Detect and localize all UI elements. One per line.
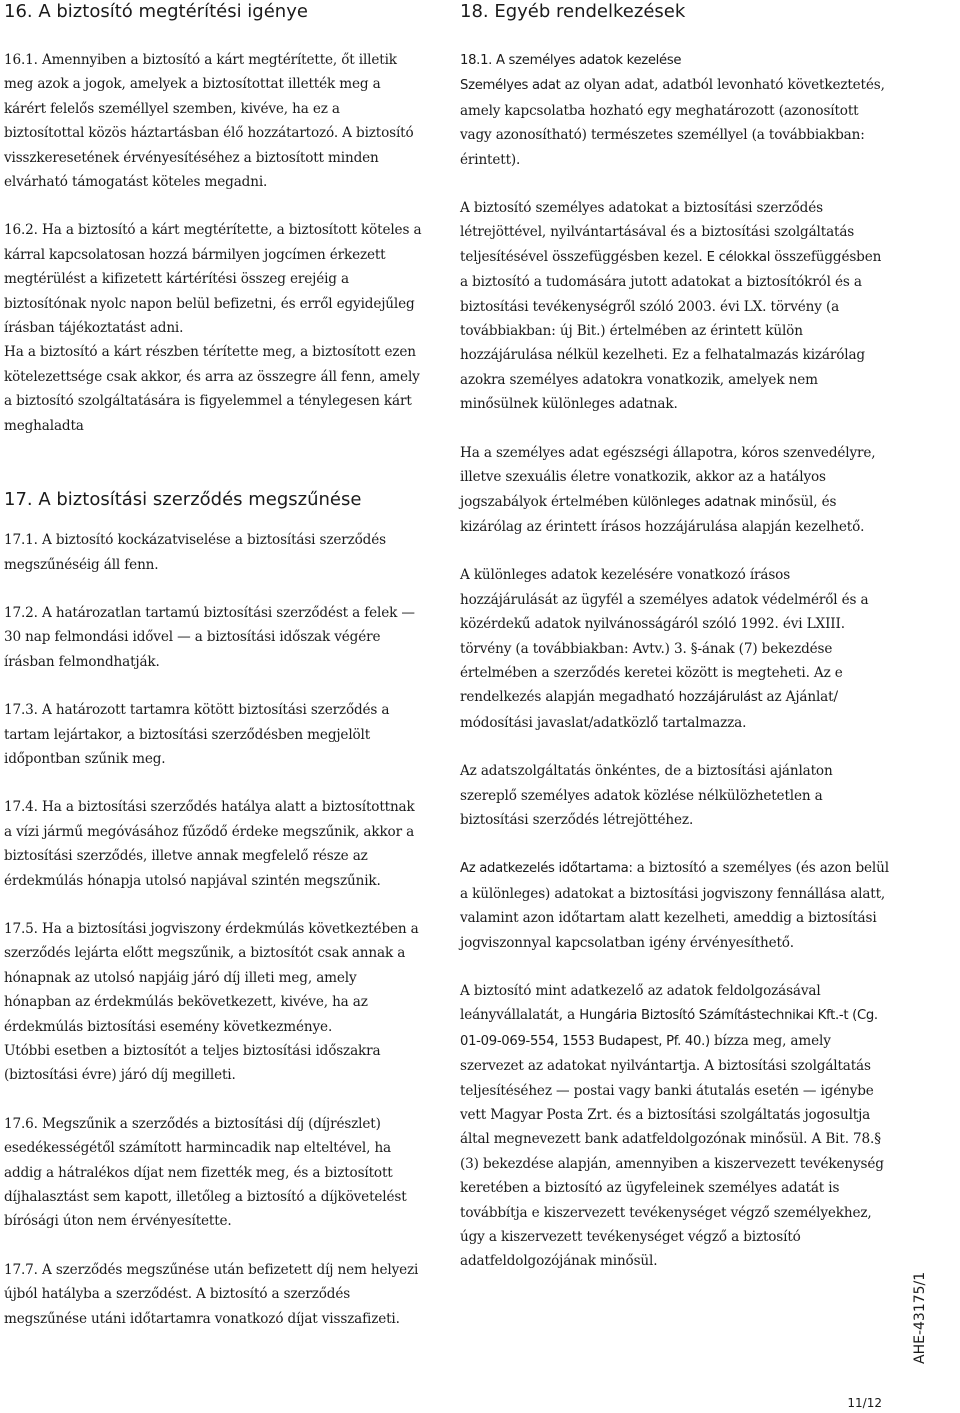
paragraph-17-1: 17.1. A biztosító kockázatviselése a biztosítási szerződés megszűnéséig áll fenn.: [4, 532, 386, 573]
section-17-heading: 17. A biztosítási szerződés megszűnése: [4, 489, 362, 511]
paragraph-consent: A különleges adatok kezelésére vonatkozó írásos hozzájárulását az ügyfél a személyes adatok védelméről és a közérdekű adatok nyilvánosságáról szóló 1992. évi LXIII. törvény (a továbbiakban: Avtv.) 3. §-ának (7) bekezdése értelmében a szerződés keretei között is megteheti. Az e rendelkezés alapján megadható hozzájárulást az Ajánlat/ módosítási javaslat/adatközlő tartalmazza.: [460, 567, 869, 731]
section-16-heading: 16. A biztosító megtérítési igénye: [4, 1, 308, 22]
paragraph-16-2-continued: Ha a biztosító a kárt részben térítette meg, a biztosított ezen kötelezettsége csak akkor, és arra az összegre áll fenn, amely a biztosító szolgáltatására is figyelemmel a ténylegesen kárt meghaladta: [4, 344, 420, 434]
term-personal-data: Személyes adat: [460, 78, 561, 94]
paragraph-voluntary: Az adatszolgáltatás önkéntes, de a biztosítási ajánlaton szereplő személyes adatok közlése nélkülözhetetlen a biztosítási szerződés létrejöttéhez.: [460, 763, 833, 828]
paragraph-retention: Az adatkezelés időtartama: a biztosító a személyes (és azon belül a különleges) adatokat a biztosítási jogviszony fennállása alatt, valamint azon időtartam alatt kezelheti, ameddig a biztosítási jogviszonnyal kapcsolatban igény érvényesíthető.: [460, 860, 889, 951]
page-number: 11/12: [847, 1396, 882, 1410]
term-processor-company: Hungária Biztosító Számítástechnikai Kft.-t (Cg. 01-09-069-554, 1553 Budapest, Pf. 40.): [460, 1008, 878, 1049]
paragraph-16-2: 16.2. Ha a biztosító a kárt megtérítette, a biztosított köteles a kárral kapcsolatosan hozzá bármilyen jogcímen érkezett megtérülést a kifizetett kártérítési összeg erejéig a biztosítónak nyolc napon belül befizetni, és erről egyidejűleg írásban tájékoztatást adni.: [4, 222, 422, 337]
paragraph-18-1-title: 18.1. A személyes adatok kezelése: [460, 53, 682, 68]
paragraph-16-1: 16.1. Amennyiben a biztosító a kárt megtérítette, őt illetik meg azok a jogok, amelyek a biztosítottat illették meg a kárért felelős személlyel szemben, kivéve, ha ez a biztosítottal közös háztartásban élő hozzátartozó. A biztosító visszkeresetének érvényesítéséhez a biztosított minden elvárható támogatást köteles megadni.: [4, 52, 414, 191]
paragraph-special-data: Ha a személyes adat egészségi állapotra, kóros szenvedélyre, illetve szexuális életre vonatkozik, akkor az a hatályos jogszabályok értelmében különleges adatnak minősül, és kizárólag az érintett írásos hozzájárulása alapján kezelhető.: [460, 444, 876, 535]
document-code: AHE-43175/1: [912, 1271, 928, 1364]
paragraph-18-1-text: az olyan adat, adatból levonható következtetés, amely kapcsolatba hozható egy meghatározott (azonosított vagy azonosítható) természetes személlyel (a továbbiakban: érintett).: [460, 77, 885, 168]
paragraph-data-handling: A biztosító személyes adatokat a biztosítási szerződés létrejöttével, nyilvántartásával és a biztosítási szolgáltatás teljesítésével összefüggésben kezel. E célokkal összefüggésben a biztosító a tudomására jutott adatokat a biztosítókról és a biztosítási tevékenységről szóló 2003. évi LX. törvény (a továbbiakban: új Bit.) értelmében az érintett külön hozzájárulása nélkül kezelheti. Ez a felhatalmazás kizárólag azokra személyes adatokra vonatkozik, amelyek nem minősülnek különleges adatnak.: [460, 200, 882, 413]
term-consent: hozzájárulást: [678, 690, 763, 706]
paragraph-17-2: 17.2. A határozatlan tartamú biztosítási szerződést a felek — 30 nap felmondási idővel — a biztosítási időszak végére írásban felmondhatják.: [4, 604, 415, 670]
section-18-heading: 18. Egyéb rendelkezések: [460, 1, 686, 22]
paragraph-17-7: 17.7. A szerződés megszűnése után befizetett díj nem helyezi újból hatályba a szerződést. A biztosító a szerződés megszűnése utáni időtartamra vonatkozó díjat visszafizeti.: [4, 1261, 419, 1327]
paragraph-17-6: 17.6. Megszűnik a szerződés a biztosítási díj (díjrészlet) esedékességétől számított harmincadik nap elteltével, ha addig a hátralékos díjat nem fizették meg, és a biztosított díjhalasztást sem kapott, illetőleg a biztosító a díjkövetelést bírósági úton nem érvényesítette.: [4, 1115, 407, 1230]
paragraph-18-1: [460, 48, 890, 172]
paragraph-17-4: 17.4. Ha a biztosítási szerződés hatálya alatt a biztosítottnak a vízi jármű megóvásához fűződő érdeke megszűnik, akkor a biztosítási szerződés, illetve annak megfelelő része az érdekmúlás hónapja utolsó napjával szintén megszűnik.: [4, 799, 415, 889]
term-purposes: E célokkal: [706, 249, 771, 265]
paragraph-17-3: 17.3. A határozott tartamra kötött biztosítási szerződés a tartam lejártakor, a biztosítási szerződésben megjelölt időpontban szűnik meg.: [4, 702, 390, 767]
paragraph-processor: A biztosító mint adatkezelő az adatok feldolgozásával leányvállalatát, a Hungária Biztosító Számítástechnikai Kft.-t (Cg. 01-09-069-554, 1553 Budapest, Pf. 40.) bízza meg, amely szervezet az adatokat nyilvántartja. A biztosítási szolgáltatás teljesítéséhez — postai vagy banki átutalás esetén — igénybe vett Magyar Posta Zrt. és a biztosítási szolgáltatás jogosultja által megnevezett bank adatfeldolgozónak minősül. A Bit. 78.§ (3) bekezdése alapján, amennyiben a kiszervezett tevékenység keretében a biztosító az ügyfeleinek személyes adatát is továbbítja e kiszervezett tevékenységet végző személyekhez, úgy a kiszervezett tevékenységet végző a biztosító adatfeldolgozójának minősül.: [460, 983, 884, 1270]
term-retention-period: Az adatkezelés időtartama:: [460, 861, 633, 877]
left-column: [4, 0, 424, 1331]
term-special-data: különleges adatnak: [632, 494, 756, 510]
right-column: [460, 0, 890, 1274]
paragraph-17-5-continued: Utóbbi esetben a biztosítót a teljes biztosítási időszakra (biztosítási évre) járó díj megilleti.: [4, 1043, 381, 1084]
paragraph-17-5: 17.5. Ha a biztosítási jogviszony érdekmúlás következtében a szerződés lejárta előtt megszűnik, a biztosítót csak annak a hónapnak az utolsó napjáig járó díj illeti meg, amely hónapban az érdekmúlás bekövetkezett, kivéve, ha az érdekmúlás biztosítási esemény következménye.: [4, 920, 419, 1035]
